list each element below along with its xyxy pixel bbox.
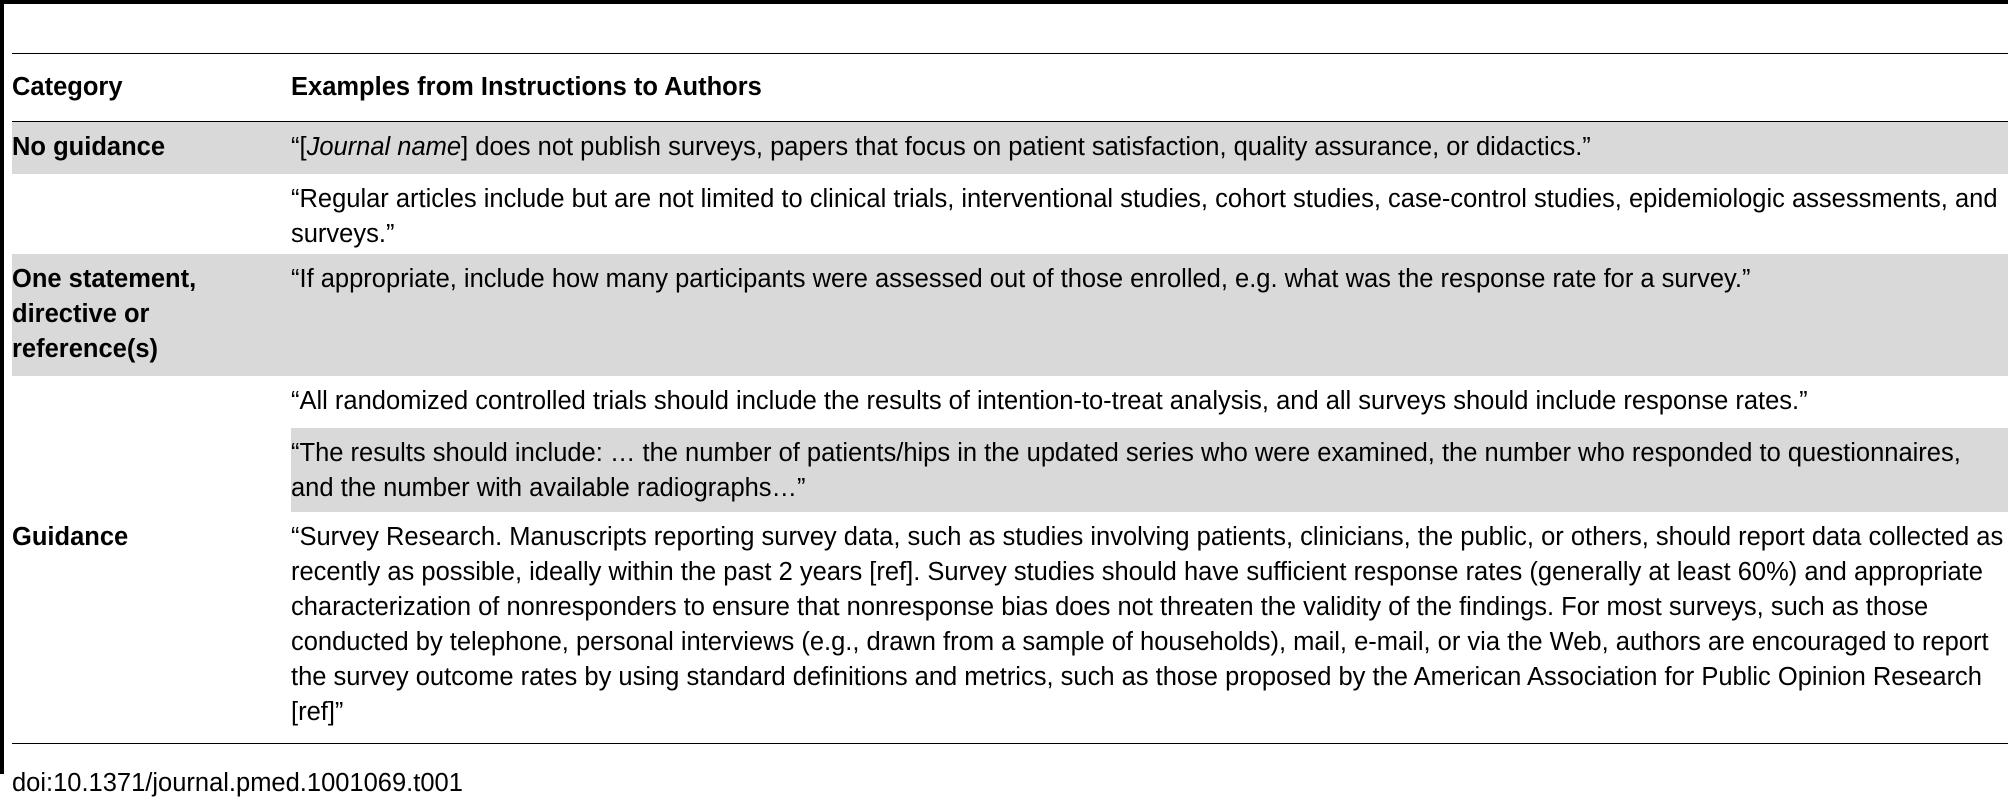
example-cell: “Regular articles include but are not limited to clinical trials, interventional studies, cohort studies, case-control studies, epidemiologic assessments, and surveys.”: [291, 184, 1998, 248]
category-cell: [12, 376, 291, 428]
table-row: [12, 512, 2008, 744]
example-text-prefix: “[: [291, 133, 307, 161]
category-cell: [12, 428, 291, 512]
doi-caption: doi:10.1371/journal.pmed.1001069.t001: [12, 769, 463, 797]
column-header-examples: Examples from Instructions to Authors: [291, 54, 2008, 122]
table-row: [12, 174, 2008, 254]
table-row: [12, 254, 2008, 376]
example-cell: “The results should include: … the number of patients/hips in the updated series who were examined, the number who responded to questionnaires, and the number with available radiographs…”: [291, 428, 2008, 512]
table-row: [12, 376, 2008, 428]
journal-name-placeholder: Journal name: [306, 133, 462, 161]
table-body: [12, 122, 2008, 744]
example-cell: “If appropriate, include how many participants were assessed out of those enrolled, e.g. what was the response rate for a survey.”: [291, 254, 2008, 376]
category-cell: No guidance: [12, 122, 291, 174]
category-cell: One statement, directive or reference(s): [12, 254, 291, 376]
table-row: [12, 122, 2008, 174]
example-cell: “Survey Research. Manuscripts reporting survey data, such as studies involving patients, clinicians, the public, or others, should report data collected as recently as possible, ideally within the past 2 years [ref]. Survey studies should have sufficient response rates (generally at least 60%) and appropriate characterization of nonresponders to ensure that nonresponse bias does not threaten the validity of the findings. For most surveys, such as those conducted by telephone, personal interviews (e.g., drawn from a sample of households), mail, e-mail, or via the Web, authors are encouraged to report the survey outcome rates by using standard definitions and metrics, such as those proposed by the American Association for Public Opinion Research [ref]”: [291, 512, 2008, 744]
category-cell: Guidance: [12, 512, 291, 744]
top-border-rule: [0, 0, 2008, 4]
examples-table-container: [12, 53, 2008, 744]
column-header-category: Category: [12, 54, 291, 122]
example-cell: “All randomized controlled trials should include the results of intention-to-treat analysis, and all surveys should include response rates.”: [291, 386, 1808, 415]
table-header: [12, 54, 2008, 122]
example-text-suffix: ] does not publish surveys, papers that focus on patient satisfaction, quality assurance, or didactics.”: [461, 133, 1591, 161]
example-cell: [291, 122, 2008, 174]
left-border-rule: [0, 0, 4, 774]
header-row: [12, 54, 2008, 122]
table-row: [12, 428, 2008, 512]
examples-table: [12, 53, 2008, 744]
category-cell: [12, 174, 291, 254]
